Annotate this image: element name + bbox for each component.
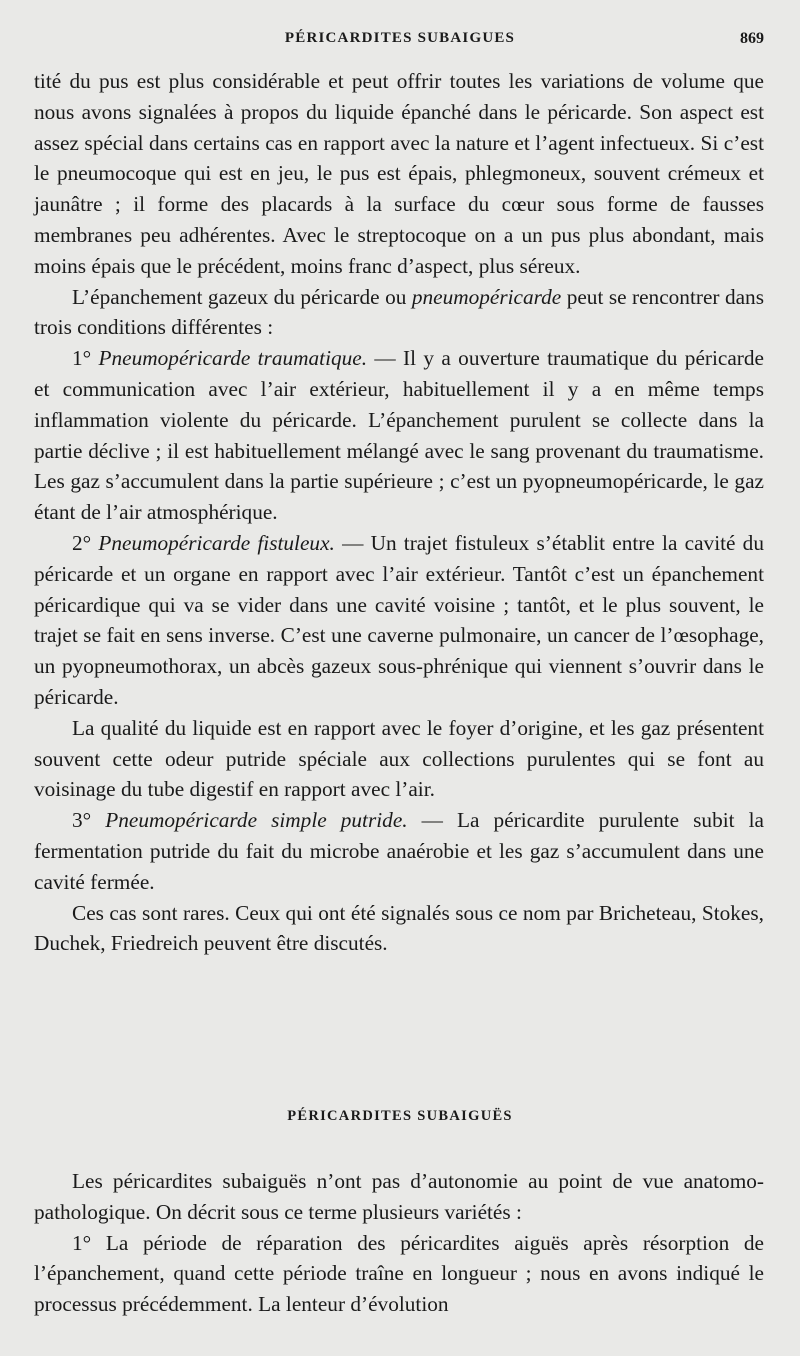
paragraph-subacute-intro: Les péricardites subaiguës n’ont pas d’autonomie au point de vue anatomo-pathologique. On décrit sous ce terme plusieurs variétés : bbox=[34, 1169, 764, 1224]
italic-term: Pneumopéricarde fistuleux. bbox=[98, 530, 335, 555]
list-number: 2° bbox=[72, 530, 99, 555]
paragraph-text: L’épanchement gazeux du péricarde ou bbox=[72, 284, 412, 309]
running-head bbox=[0, 30, 800, 56]
body-text bbox=[34, 66, 764, 959]
paragraph-liquid-quality: La qualité du liquide est en rapport avec le foyer d’origine, et les gaz présentent souvent cette odeur putride spéciale aux collections purulentes qui se font au voisinage du tube digestif en rapport avec l’air. bbox=[34, 715, 764, 802]
running-title: PÉRICARDITES SUBAIGUES bbox=[284, 30, 516, 46]
paragraph-subacute-variety-1: 1° La période de réparation des péricardites aiguës après résorption de l’épanchement, quand cette période traîne en longueur ; nous en avons indiqué le processus précédemment. La lenteur d’évolution bbox=[34, 1230, 764, 1317]
list-number: 1° bbox=[72, 346, 99, 371]
paragraph-text: peut se rencontrer dans trois conditions différentes : bbox=[34, 284, 764, 340]
paragraph-text: — Il y a ouverture traumatique du péricarde et communication avec l’air extérieur, habituellement il y a en même temps inflammation violente du péricarde. L’épanchement purulent se collecte dans la partie déclive ; il est habituellement mélangé avec le sang provenant du traumatisme. Les gaz s’accumulent dans la partie supérieure ; c’est un pyopneumopéricarde, le gaz étant de l’air atmosphérique. bbox=[34, 346, 764, 525]
paragraph-simple-putrid bbox=[34, 805, 764, 897]
italic-term: pneumopéricarde bbox=[411, 284, 562, 309]
paragraph-text: — La péricardite purulente subit la fermentation putride du fait du microbe anaérobie et les gaz s’accumulent dans une cavité fermée. bbox=[34, 808, 764, 894]
paragraph-text: — Un trajet fistuleux s’établit entre la cavité du péricarde et un organe en rapport avec l’air extérieur. Tantôt c’est un épanchement péricardique qui va se vider dans une cavité voisine ; tantôt, et le plus souvent, le trajet se fait en sens inverse. C’est une caverne pulmonaire, un cancer de l’œsophage, un pyopneumothorax, un abcès gazeux sous-phrénique qui viennent s’ouvrir dans le péricarde. bbox=[34, 530, 764, 709]
section-heading: PÉRICARDITES SUBAIGUËS bbox=[287, 1108, 513, 1124]
paragraph-fistulous bbox=[34, 528, 764, 713]
paragraph-traumatic bbox=[34, 343, 764, 528]
section-body-text bbox=[34, 1166, 764, 1320]
list-number: 3° bbox=[72, 808, 106, 833]
paragraph-rare-cases: Ces cas sont rares. Ceux qui ont été signalés sous ce nom par Bricheteau, Stokes, Duchek, Friedreich peuvent être discutés. bbox=[34, 900, 764, 956]
page-number: 869 bbox=[740, 30, 764, 47]
italic-term: Pneumopéricarde traumatique. bbox=[98, 346, 368, 371]
paragraph-gaseous-effusion bbox=[34, 282, 764, 344]
italic-term: Pneumopéricarde simple putride. bbox=[105, 808, 408, 833]
paragraph-pus-aspect: tité du pus est plus considérable et peut offrir toutes les variations de volume que nous avons signalées à propos du liquide épanché dans le péricarde. Son aspect est assez spécial dans certains cas en rapport avec la nature et l’agent infectueux. Si c’est le pneumocoque qui est en jeu, le pus est épais, phlegmoneux, souvent crémeux et jaunâtre ; il forme des placards à la surface du cœur sous forme de fausses membranes peu adhérentes. Avec le streptocoque on a un pus plus abondant, mais moins épais que le précédent, moins franc d’aspect, plus séreux. bbox=[34, 69, 764, 278]
